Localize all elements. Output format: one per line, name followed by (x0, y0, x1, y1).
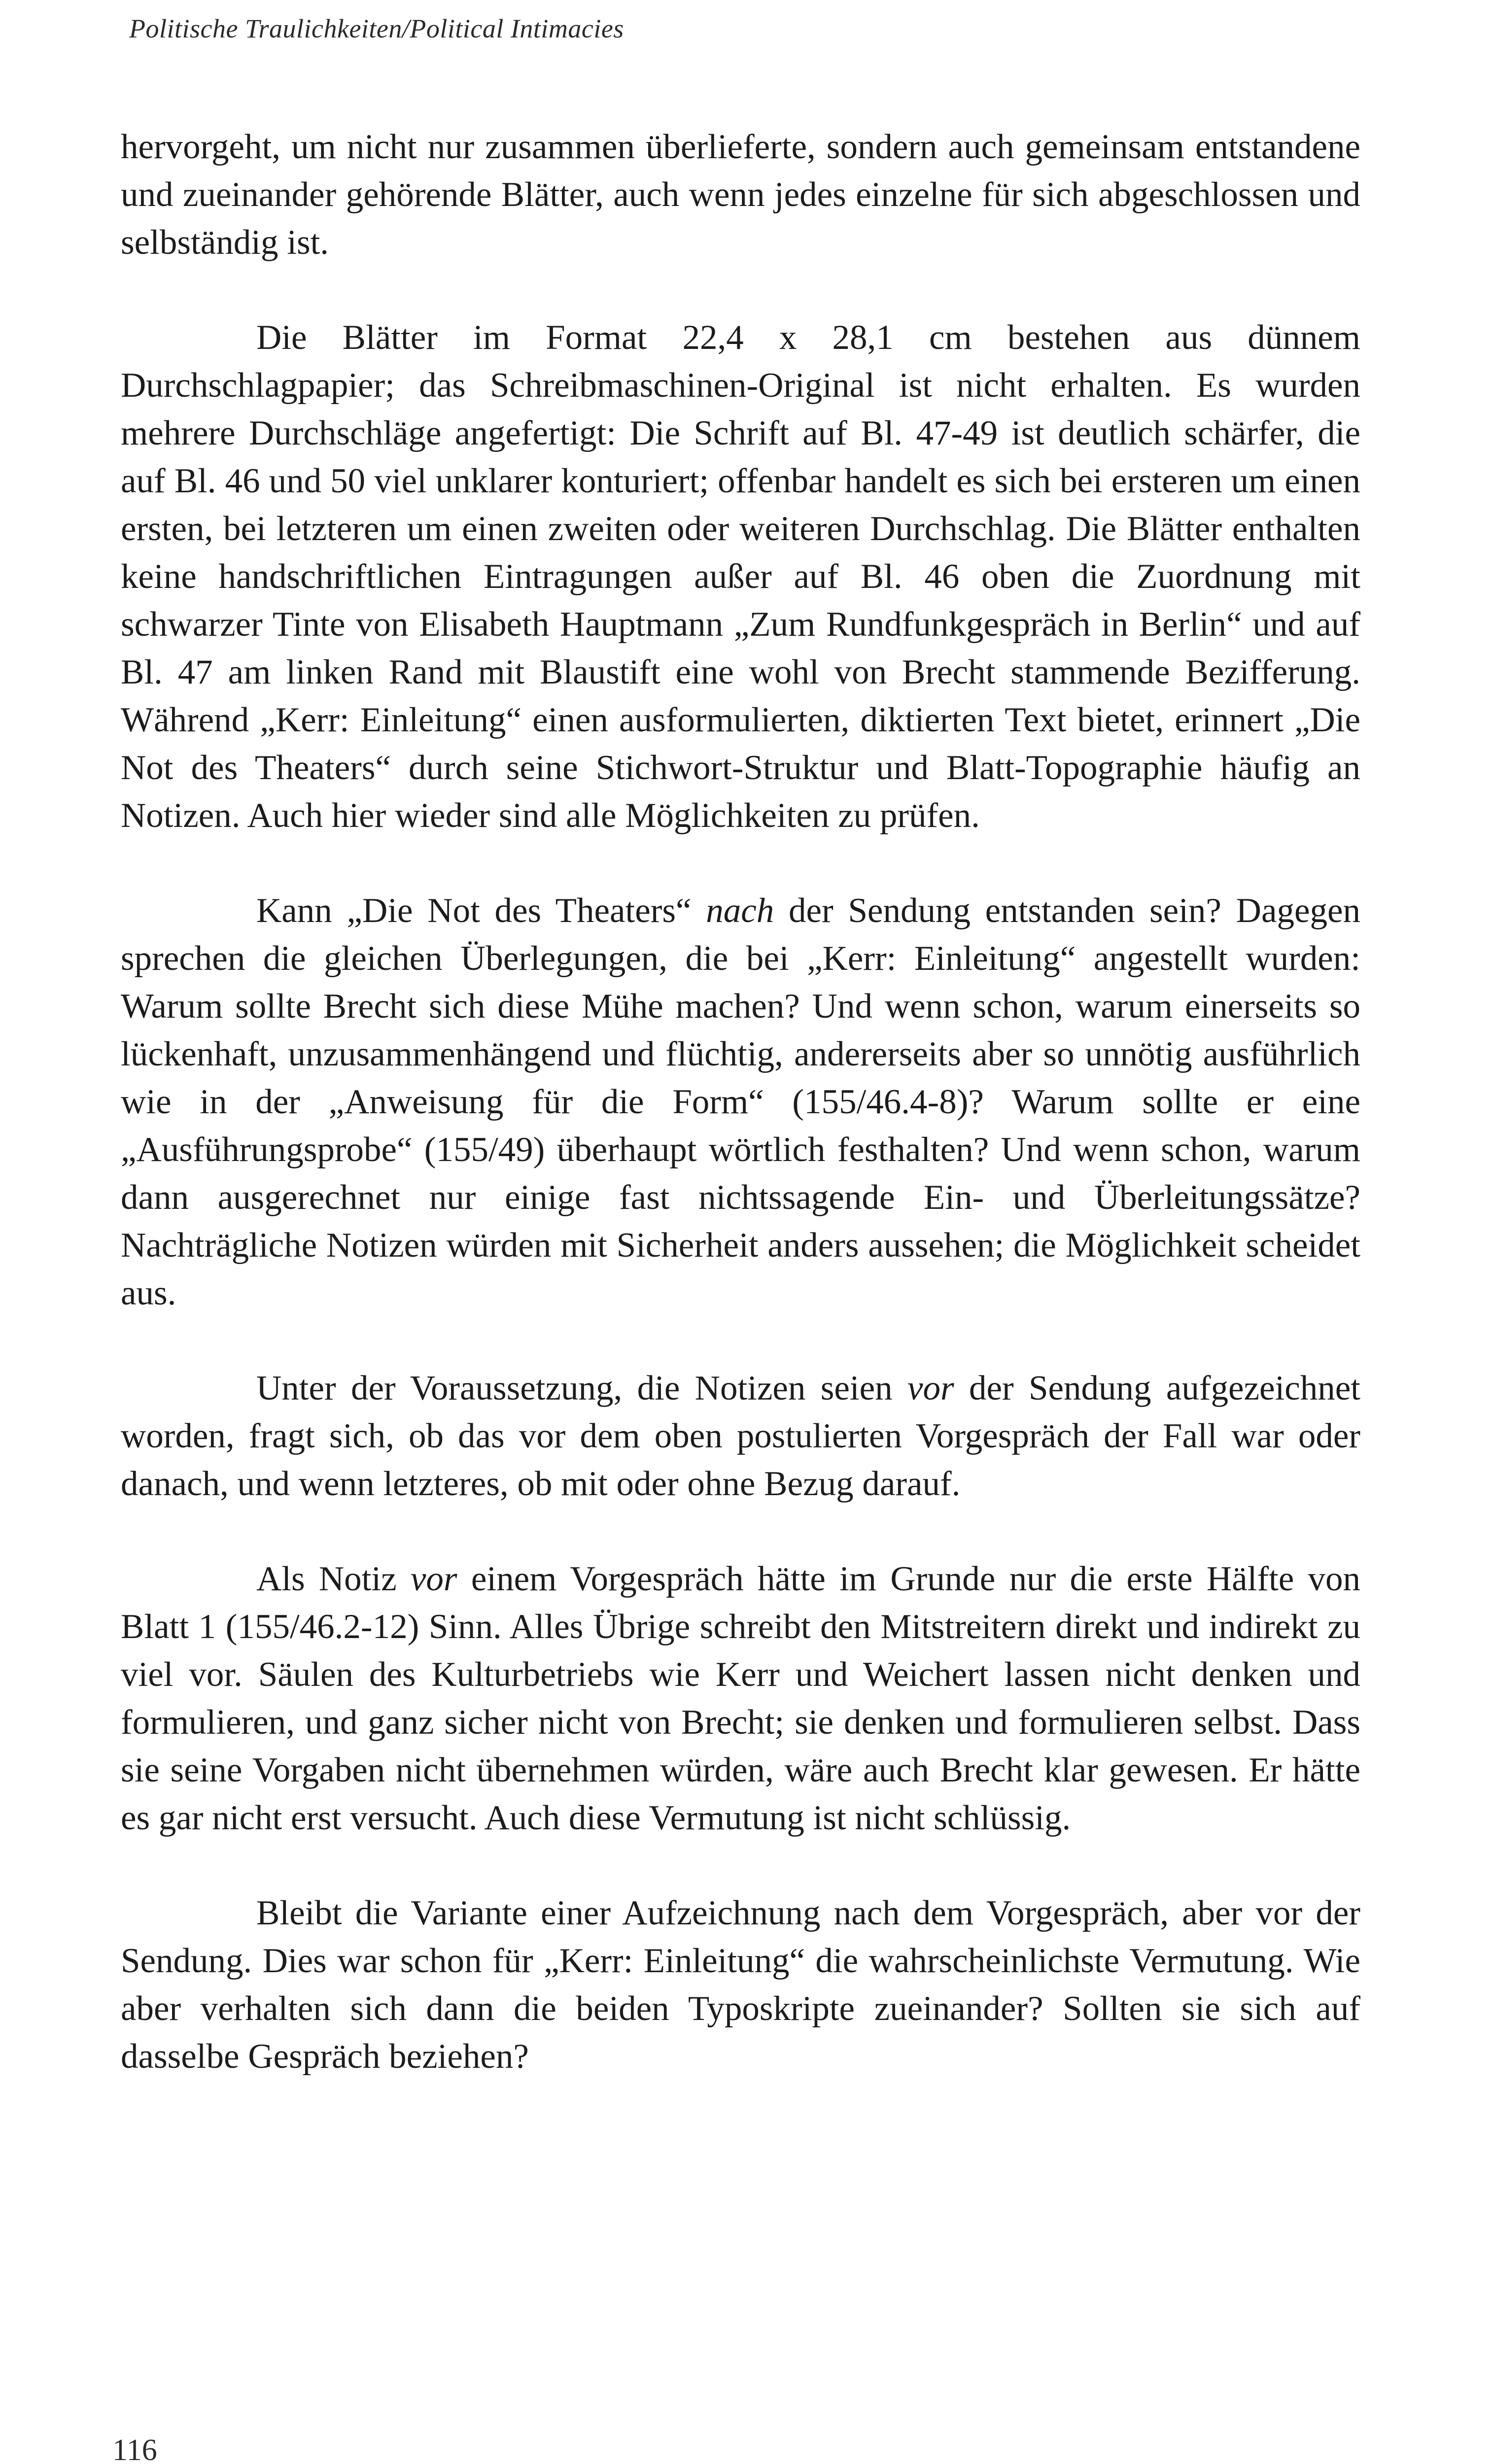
text-segment: Kann „Die Not des Theaters“ (256, 891, 706, 930)
paragraph (121, 123, 1360, 267)
text-segment: Als Notiz (256, 1560, 411, 1598)
text-segment: Die Blätter im Format 22,4 x 28,1 cm bestehen aus dünnem Durchschlagpapier; das Schreibmaschinen-Original ist nicht erhalten. Es wurden mehrere Durchschläge angefertigt: Die Schrift auf Bl. 47-49 ist deutlich schärfer, die auf Bl. 46 und 50 viel unklarer konturiert; offenbar handelt es sich bei ersteren um einen ersten, bei letzteren um einen zweiten oder weiteren Durchschlag. Die Blätter enthalten keine handschriftlichen Eintragungen außer auf Bl. 46 oben die Zuordnung mit schwarzer Tinte von Elisabeth Hauptmann „Zum Rundfunkgespräch in Berlin“ und auf Bl. 47 am linken Rand mit Blaustift eine wohl von Brecht stammende Bezifferung. Während „Kerr: Einleitung“ einen ausformulierten, diktierten Text bietet, erinnert „Die Not des Theaters“ durch seine Stichwort-Struktur und Blatt-Topographie häufig an Notizen. Auch hier wieder sind alle Möglichkeiten zu prüfen. (121, 318, 1360, 835)
running-head: Politische Traulichkeiten/Political Intimacies (129, 14, 624, 43)
text-segment: einem Vorgespräch hätte im Grunde nur die erste Hälfte von Blatt 1 (155/46.2-12) Sinn. Alles Übrige schreibt den Mitstreitern direkt und indirekt zu viel vor. Säulen des Kulturbetriebs wie Kerr und Weichert lassen nicht denken und formulieren, und ganz sicher nicht von Brecht; sie denken und formulieren selbst. Dass sie seine Vorgaben nicht übernehmen würden, wäre auch Brecht klar gewesen. Er hätte es gar nicht erst versucht. Auch diese Vermutung ist nicht schlüssig. (121, 1560, 1360, 1837)
text-segment: Unter der Voraussetzung, die Notizen seien (256, 1369, 907, 1407)
text-segment: hervorgeht, um nicht nur zusammen überlieferte, sondern auch gemeinsam entstandene und zueinander gehörende Blätter, auch wenn jedes einzelne für sich abgeschlossen und selbständig ist. (121, 128, 1360, 262)
text-segment: der Sendung entstanden sein? Dagegen sprechen die gleichen Überlegungen, die bei „Kerr: Einleitung“ angestellt wurden: Warum sollte Brecht sich diese Mühe machen? Und wenn schon, warum einerseits so lückenhaft, unzusammenhängend und flüchtig, andererseits aber so unnötig ausführlich wie in der „Anweisung für die Form“ (155/46.4-8)? Warum sollte er eine „Ausführungsprobe“ (155/49) überhaupt wörtlich festhalten? Und wenn schon, warum dann ausgerechnet nur einige fast nichtssagende Ein- und Überleitungssätze? Nachträgliche Notizen würden mit Sicherheit anders aussehen; die Möglichkeit scheidet aus. (121, 891, 1360, 1312)
emphasis: vor (410, 1560, 457, 1598)
text-segment: der Sendung aufgezeichnet worden, fragt sich, ob das vor dem oben postulierten Vorgespräch der Fall war oder danach, und wenn letzteres, ob mit oder ohne Bezug darauf. (121, 1369, 1360, 1503)
paragraph (121, 1365, 1360, 1508)
text-segment: Bleibt die Variante einer Aufzeichnung nach dem Vorgespräch, aber vor der Sendung. Dies war schon für „Kerr: Einleitung“ die wahrscheinlichste Vermutung. Wie aber verhalten sich dann die beiden Typoskripte zueinander? Sollten sie sich auf dasselbe Gespräch beziehen? (121, 1894, 1360, 2076)
paragraph (121, 314, 1360, 840)
paragraph (121, 1889, 1360, 2081)
emphasis: vor (907, 1369, 954, 1407)
paragraph (121, 1555, 1360, 1842)
page-number: 116 (112, 2433, 157, 2464)
emphasis: nach (706, 891, 774, 930)
paragraph (121, 887, 1360, 1317)
body-text (121, 123, 1360, 2128)
